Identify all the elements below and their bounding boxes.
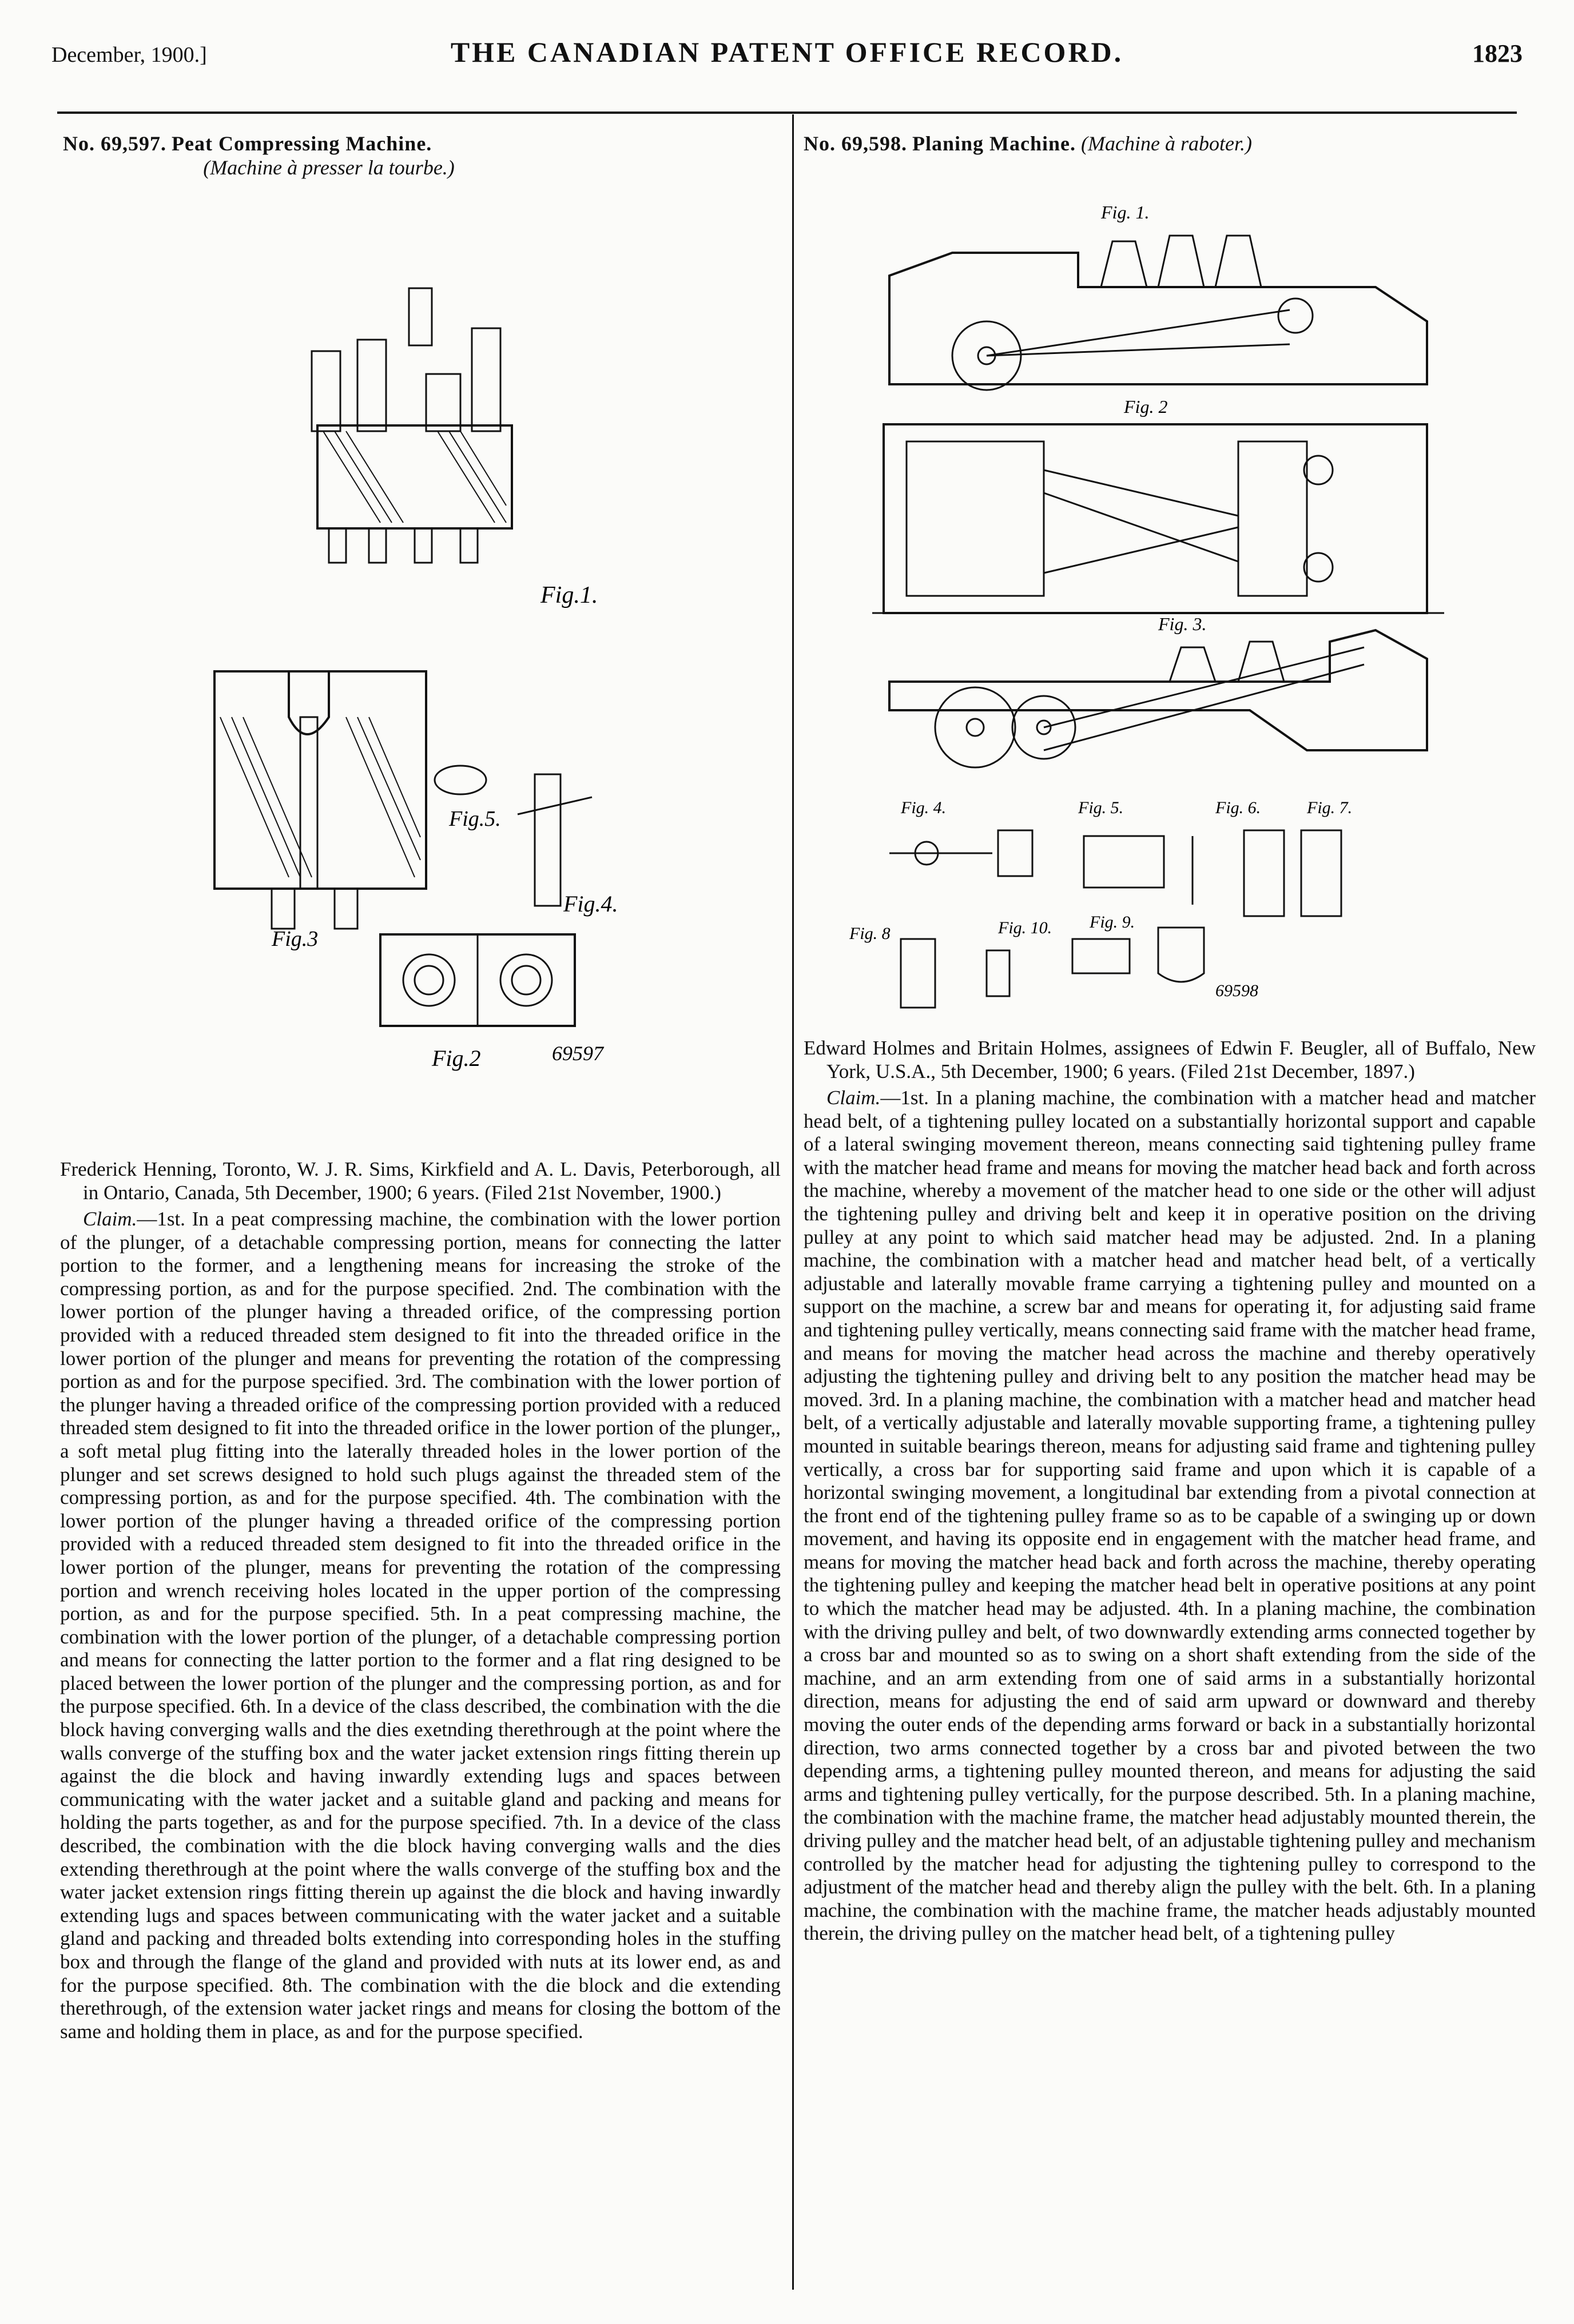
claim-label: Claim. bbox=[826, 1087, 881, 1109]
fig2-label: Fig.2 bbox=[432, 1045, 481, 1071]
claim-text bbox=[60, 1208, 781, 2043]
patent-entry-right bbox=[804, 132, 1536, 1945]
patent-number: No. 69,598. bbox=[804, 132, 907, 155]
fig7-label: Fig. 7. bbox=[1307, 798, 1353, 817]
fig10-label: Fig. 10. bbox=[998, 918, 1052, 937]
patent-drawing-peat bbox=[60, 202, 781, 1071]
entry-heading bbox=[804, 132, 1536, 156]
applicants-text: Edward Holmes and Britain Holmes, assignees of Edwin F. Beugler, all of Buffalo, New York, U.S.A., 5th December, 1900; 6 years. (Filed 21st December, 1897.) bbox=[804, 1037, 1536, 1083]
fig2-label: Fig. 2 bbox=[1124, 396, 1168, 417]
fig3-label: Fig. 3. bbox=[1158, 614, 1207, 634]
header-rule bbox=[57, 112, 1517, 114]
drawing-number: 69598 bbox=[1215, 981, 1258, 1000]
claim-text bbox=[804, 1087, 1536, 1945]
fig1-label: Fig. 1. bbox=[1101, 202, 1150, 222]
french-title: (Machine à raboter.) bbox=[1081, 132, 1252, 155]
fig9-label: Fig. 9. bbox=[1090, 913, 1135, 932]
fig5-label: Fig.5. bbox=[449, 807, 501, 831]
journal-title: THE CANADIAN PATENT OFFICE RECORD. bbox=[450, 36, 1124, 68]
fig1-label: Fig.1. bbox=[540, 582, 598, 608]
fig8-label: Fig. 8 bbox=[849, 924, 891, 943]
entry-heading bbox=[60, 132, 781, 156]
page-number: 1823 bbox=[1472, 39, 1523, 67]
fig4-label: Fig.4. bbox=[563, 891, 618, 917]
header-date: December, 1900.] bbox=[51, 43, 207, 67]
fig6-label: Fig. 6. bbox=[1215, 798, 1261, 817]
patent-number: No. 69,597. bbox=[63, 132, 166, 155]
claim-body: —1st. In a planing machine, the combination with a matcher head and matcher head belt, of a tightening pulley located on a substantially horizontal support and capable of a lateral swinging movement thereon, means connecting said tightening pulley frame with the matcher head frame and means for moving the matcher head back and forth across the machine, whereby a movement of the matcher head to one side or the other will adjust the tightening pulley and driving belt and keep it in operative position on the driving pulley at any point to which said matcher head may be adjusted. 2nd. In a planing machine, the combination with a matcher head and matcher head belt, of a vertically adjustable and laterally movable frame carrying a tightening pulley and mounted on a support on the machine, a screw bar and means for operating it, for adjusting said frame and tightening pulley vertically, means connecting said frame with the matcher head frame, and means for moving the matcher head across the machine and thereby operatively adjusting the tightening pulley and driving belt to any position the matcher head may be moved. 3rd. In a planing machine, the combination with a matcher head and matcher head belt, of a vertically adjustable and laterally movable supporting frame, a tightening pulley mounted in suitable bearings thereon, means for adjusting said frame and tightening pulley vertically, a cross bar for supporting said frame and upon which it is capable of a horizontal swinging movement, a longitudinal bar extending from a pivotal connection at the front end of the tightening pulley frame so as to be capable of a swinging up or down movement, and having its opposite end in engagement with the matcher head frame, and means for moving the matcher head back and forth across the machine, thereby operating the tightening pulley and keeping the matcher head belt in operative positions at any point to which the matcher head may be adjusted. 4th. In a planing machine, the combination with the driving pulley and belt, of two downwardly extending arms connected together by a cross bar and mounted so as to swing on a short shaft extending from the side of the machine, and an arm extending from one of said arms in a substantially horizontal direction, means for adjusting the end of said arm upward or downward and thereby moving the outer ends of the depending arms forward or back in a substantially horizontal direction, two arms connected together by a cross bar and pivoted between the two depending arms, a tightening pulley mounted thereon, and means for adjusting the said arms and tightening pulley vertically, for the purpose described. 5th. In a planing machine, the combination with the machine frame, the matcher head adjustably mounted therein, the driving pulley and the matcher head belt, of an adjustable tightening pulley and mechanism controlled by the matcher head for adjusting the tightening pulley to correspond to the adjustment of the matcher head and thereby align the pulley with the belt. 6th. In a planing machine, the combination with the machine frame, the matcher heads adjustably mounted therein, the driving pulley on the matcher head belt, of a tightening pulley bbox=[804, 1087, 1536, 1945]
applicants-text: Frederick Henning, Toronto, W. J. R. Sims, Kirkfield and A. L. Davis, Peterborough, all in Ontario, Canada, 5th December, 1900; 6 years. (Filed 21st November, 1900.) bbox=[60, 1158, 781, 1204]
page-header bbox=[51, 35, 1523, 81]
patent-entry-left bbox=[60, 132, 781, 2043]
drawing-number: 69597 bbox=[552, 1042, 603, 1065]
patent-title: Planing Machine. bbox=[912, 132, 1076, 155]
fig4-label: Fig. 4. bbox=[901, 798, 947, 817]
planing-machine-drawing bbox=[804, 173, 1536, 1002]
fig5-label: Fig. 5. bbox=[1078, 798, 1124, 817]
claim-label: Claim. bbox=[83, 1208, 137, 1230]
patent-drawing-planing bbox=[804, 173, 1536, 1002]
patent-title: Peat Compressing Machine. bbox=[172, 132, 432, 155]
peat-machine-drawing bbox=[60, 202, 781, 1071]
fig3-label: Fig.3 bbox=[272, 927, 319, 951]
claim-body: —1st. In a peat compressing machine, the combination with the lower portion of the plunger, of a detachable compressing portion, means for connecting the latter portion to the former, and a lengthening means for increasing the stroke of the compressing portion, as and for the purpose specified. 2nd. The combination with the lower portion of the plunger having a threaded orifice, of the compressing portion provided with a reduced threaded stem designed to fit into the threaded orifice in the lower portion of the plunger and means for preventing the rotation of the compressing portion as and for the purpose specified. 3rd. The combination with the lower portion of the plunger having a threaded orifice of the compressing portion provided with a reduced threaded stem designed to fit into the threaded orifice in the lower portion of the plunger,, a soft metal plug fitting into the laterally threaded holes in the lower portion of the plunger and set screws designed to hold such plugs against the threaded stem of the compressing portion, as and for the purpose specified. 4th. The combination with the lower portion of the plunger having a threaded orifice of the compressing portion provided with a reduced threaded stem designed to fit into the threaded orifice in the lower portion of the plunger, means for preventing the rotation of the compressing portion and wrench receiving holes located in the upper portion of the compressing portion, as and for the purpose specified. 5th. In a peat compressing machine, the combination with the lower portion of the plunger, of a detachable compressing portion and means for connecting the latter portion to the former and a flat ring designed to be placed between the lower portion of the plunger and the compressing portion, as and for the purpose specified. 6th. In a device of the class described, the combination with the die block having converging walls and the dies exetnding therethrough at the point where the walls converge of the stuffing box and the water jacket extension rings fitting therein up against the die block and having inwardly extending lugs and spaces between communicating with the water jacket and a suitable gland and packing and means for holding the parts together, as and for the purpose specified. 7th. In a device of the class described, the combination with the die block having converging walls and the dies extending therethrough at the point where the walls converge of the stuffing box and the water jacket extension rings fitting therein up against the die block and having inwardly extending lugs and spaces between communicating with the water jacket and a suitable gland and packing and threaded bolts extending into corresponding holes in the stuffing box and through the flange of the gland and provided with nuts at its lower end, as and for the purpose specified. 8th. The combination with the die block and die extending therethrough, of the extension water jacket rings and means for closing the bottom of the same and holding them in place, as and for the purpose specified. bbox=[60, 1208, 781, 2043]
column-divider bbox=[792, 114, 794, 2290]
french-title: (Machine à presser la tourbe.) bbox=[203, 156, 455, 179]
